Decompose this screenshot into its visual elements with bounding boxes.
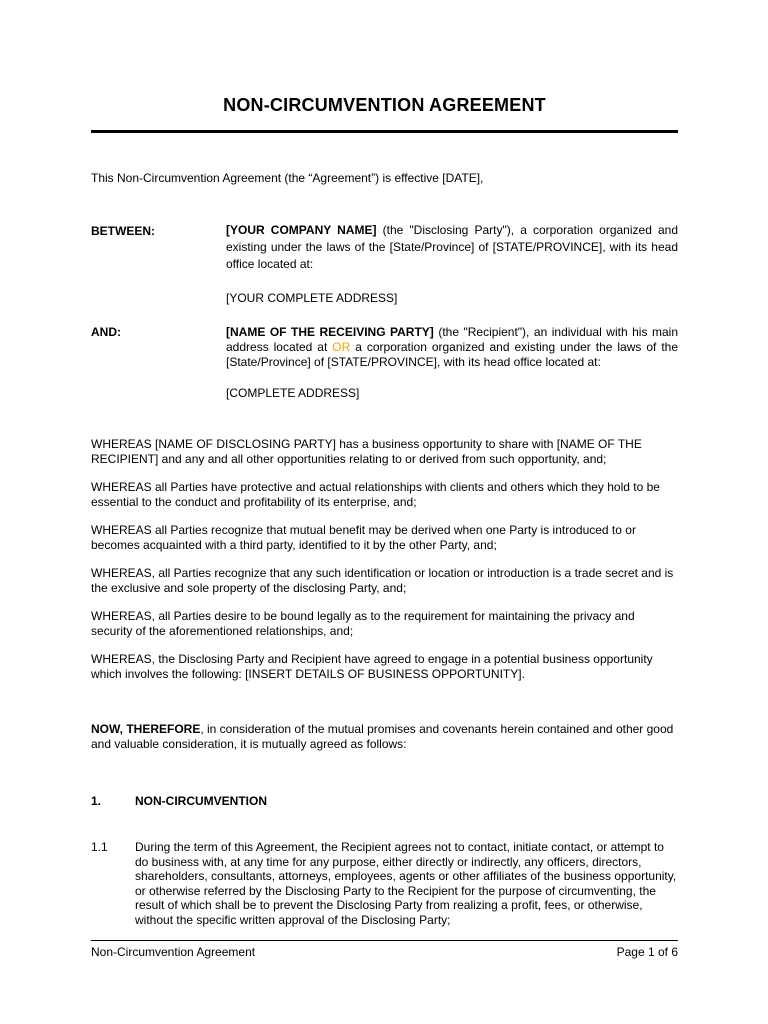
now-therefore-lead: NOW, THEREFORE	[91, 722, 201, 736]
now-therefore-text: , in consideration of the mutual promises and covenants herein contained and other good and valuable consideration, it is mutually agreed as follows:	[91, 722, 674, 751]
section-number: 1.	[91, 794, 102, 808]
title-rule	[91, 130, 678, 133]
or-highlight: OR	[332, 340, 351, 354]
and-party-description-post: a corporation organized and existing under the laws of the [State/Province] of [STATE/PROVINCE], with its head office located at:	[226, 340, 678, 369]
clause-text: During the term of this Agreement, the Recipient agrees not to contact, initiate contact, or attempt to do business with, at any time for any purpose, either directly or indirectly, any officers, directors, shareholders, consultants, attorneys, employees, agents or other affiliates of the business opportunity, or otherwise referred by the Disclosing Party to the Recipient for the purpose of circumventing, the result of which shall be to prevent the Disclosing Party from realizing a profit, fees, or otherwise, without the specific written approval of the Disclosing Party;	[135, 840, 677, 927]
footer-rule	[91, 940, 678, 941]
between-party-name: [YOUR COMPANY NAME]	[226, 223, 377, 237]
between-party-description: (the "Disclosing Party"), a corporation organized and existing under the laws of the [State/Province] of [STATE/PROVINCE], with its head office located at:	[226, 223, 679, 271]
and-party-description-pre: (the "Recipient"), an individual with his main address located at	[226, 325, 678, 354]
and-label: AND:	[91, 325, 121, 339]
whereas-clause: WHEREAS [NAME OF DISCLOSING PARTY] has a business opportunity to share with [NAME OF THE RECIPIENT] and any and all other opportunities relating to or derived from such opportunity, and;	[91, 437, 642, 466]
footer-document-name: Non-Circumvention Agreement	[91, 945, 256, 959]
whereas-clause: WHEREAS, all Parties recognize that any such identification or location or introduction is a trade secret and is the exclusive and sole property of the disclosing Party, and;	[91, 566, 674, 595]
footer-page-number: Page 1 of 6	[616, 945, 678, 959]
intro-paragraph: This Non-Circumvention Agreement (the “Agreement”) is effective [DATE],	[91, 171, 484, 185]
document-title: NON-CIRCUMVENTION AGREEMENT	[223, 95, 546, 115]
now-therefore-paragraph	[91, 722, 678, 752]
between-address: [YOUR COMPLETE ADDRESS]	[226, 291, 398, 305]
whereas-clause: WHEREAS all Parties recognize that mutual benefit may be derived when one Party is introduced to or becomes acquainted with a third party, identified to it by the other Party, and;	[91, 523, 636, 552]
and-party-name: [NAME OF THE RECEIVING PARTY]	[226, 325, 434, 339]
between-party-block	[226, 222, 678, 273]
whereas-clause: WHEREAS all Parties have protective and actual relationships with clients and others which they hold to be essential to the conduct and profitability of its enterprise, and;	[91, 480, 660, 509]
whereas-clause: WHEREAS, all Parties desire to be bound legally as to the requirement for maintaining the privacy and security of the aforementioned relationships, and;	[91, 609, 635, 638]
between-label: BETWEEN:	[91, 224, 155, 238]
section-title: NON-CIRCUMVENTION	[135, 794, 267, 808]
and-address: [COMPLETE ADDRESS]	[226, 386, 360, 400]
whereas-clause: WHEREAS, the Disclosing Party and Recipient have agreed to engage in a potential business opportunity which involves the following: [INSERT DETAILS OF BUSINESS OPPORTUNITY].	[91, 652, 653, 681]
and-party-block	[226, 325, 678, 370]
clause-number: 1.1	[91, 840, 108, 854]
